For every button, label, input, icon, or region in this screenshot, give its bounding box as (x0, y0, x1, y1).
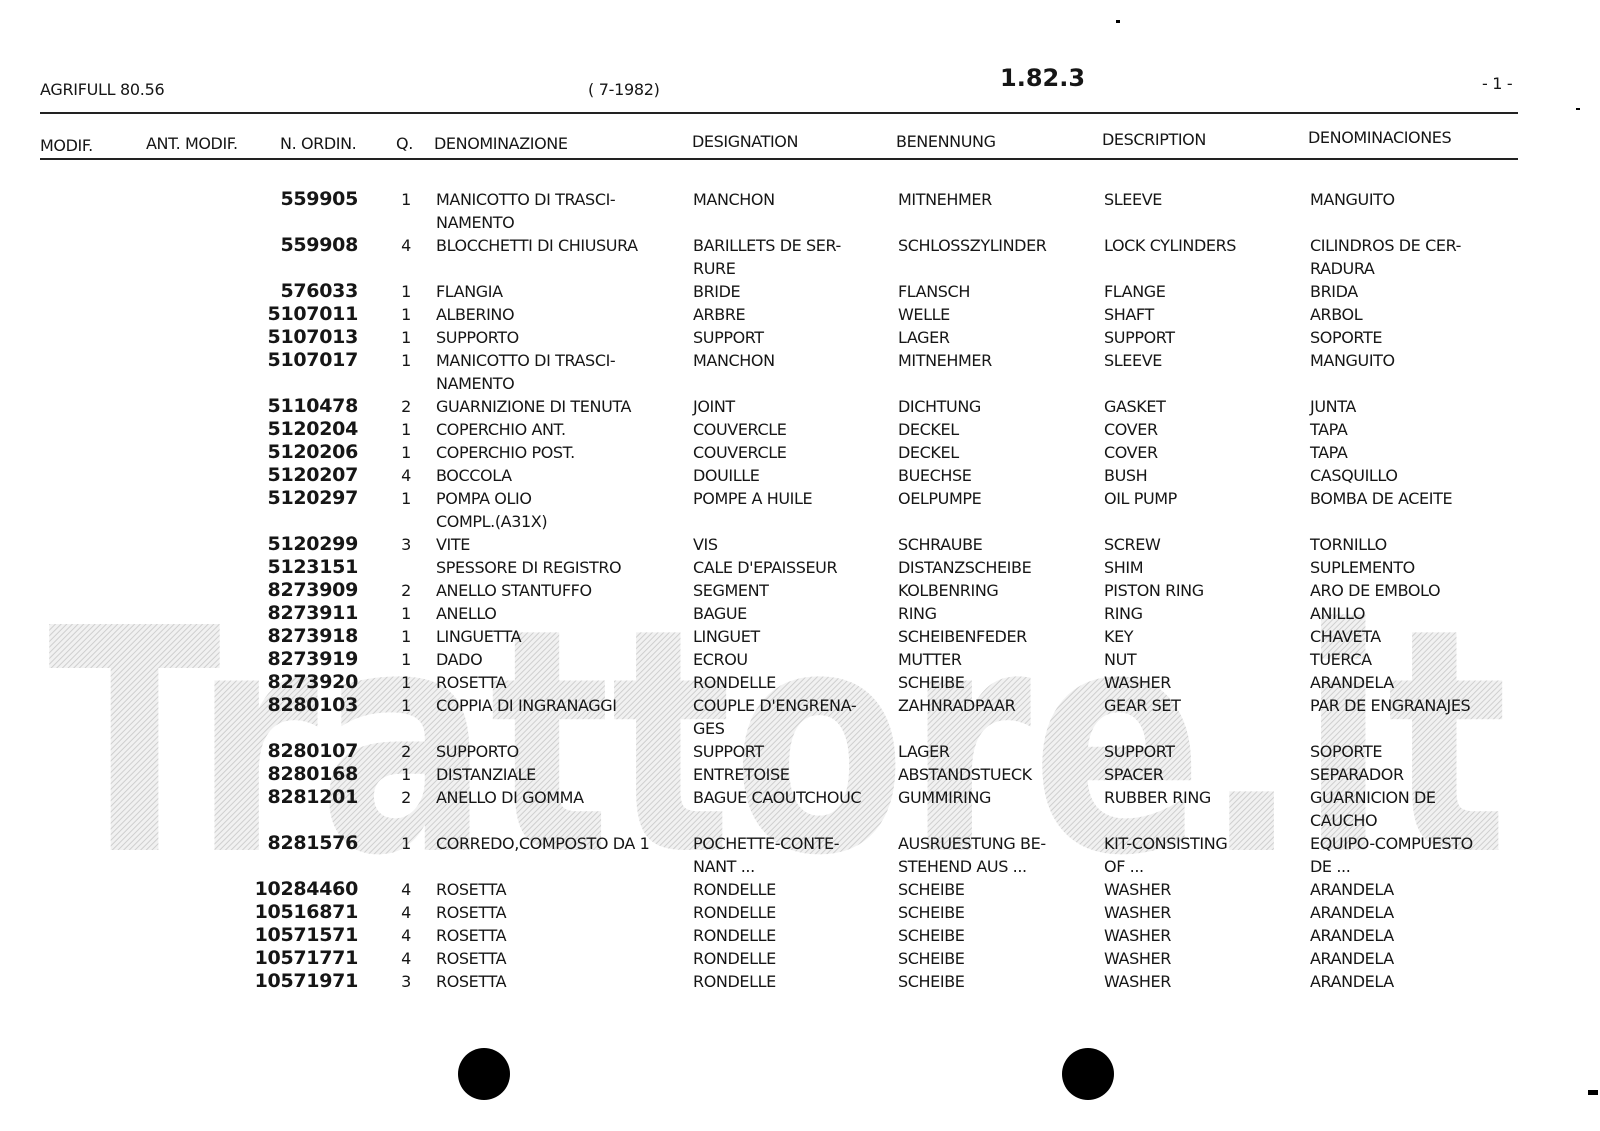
quantity: 4 (401, 903, 411, 922)
quantity: 4 (401, 880, 411, 899)
italian-name: DADO (436, 650, 483, 669)
english-name: GASKET (1104, 397, 1166, 416)
binder-hole-right (1062, 1048, 1114, 1100)
table-row (0, 464, 1600, 487)
table-row (0, 740, 1600, 763)
table-row (0, 303, 1600, 326)
english-name: RUBBER RING (1104, 788, 1211, 807)
italian-name: MANICOTTO DI TRASCI- NAMENTO (436, 190, 616, 232)
table-row (0, 579, 1600, 602)
english-name: COVER (1104, 443, 1158, 462)
french-name: LINGUET (693, 627, 760, 646)
col-italian: DENOMINAZIONE (434, 134, 568, 153)
german-name: MUTTER (898, 650, 962, 669)
german-name: KOLBENRING (898, 581, 999, 600)
order-number: 5123151 (267, 556, 358, 578)
italian-name: ANELLO STANTUFFO (436, 581, 592, 600)
table-row (0, 395, 1600, 418)
spanish-name: TORNILLO (1310, 535, 1387, 554)
italian-name: ANELLO (436, 604, 497, 623)
order-number: 5120299 (267, 533, 358, 555)
col-ant-modif: ANT. MODIF. (146, 134, 238, 153)
german-name: SCHEIBE (898, 949, 965, 968)
quantity: 1 (401, 696, 411, 715)
spanish-name: SEPARADOR (1310, 765, 1404, 784)
quantity: 2 (401, 397, 411, 416)
italian-name: LINGUETTA (436, 627, 522, 646)
spanish-name: EQUIPO-COMPUESTO DE ... (1310, 834, 1473, 876)
header-rule-top (40, 112, 1518, 114)
french-name: COUVERCLE (693, 443, 787, 462)
german-name: ZAHNRADPAAR (898, 696, 1016, 715)
table-row (0, 671, 1600, 694)
french-name: RONDELLE (693, 880, 776, 899)
spanish-name: PAR DE ENGRANAJES (1310, 696, 1471, 715)
english-name: KEY (1104, 627, 1134, 646)
table-row (0, 280, 1600, 303)
german-name: WELLE (898, 305, 950, 324)
scan-speck (1588, 1090, 1598, 1095)
spanish-name: TUERCA (1310, 650, 1372, 669)
german-name: SCHEIBE (898, 926, 965, 945)
spanish-name: GUARNICION DE CAUCHO (1310, 788, 1436, 830)
italian-name: ANELLO DI GOMMA (436, 788, 584, 807)
table-row (0, 648, 1600, 671)
english-name: GEAR SET (1104, 696, 1181, 715)
spanish-name: ARANDELA (1310, 949, 1394, 968)
german-name: MITNEHMER (898, 190, 992, 209)
order-number: 5107013 (267, 326, 358, 348)
order-number: 8273919 (267, 648, 358, 670)
german-name: LAGER (898, 328, 950, 347)
scan-speck (1576, 108, 1580, 110)
german-name: BUECHSE (898, 466, 972, 485)
italian-name: CORREDO,COMPOSTO DA 1 (436, 834, 650, 853)
spanish-name: ARANDELA (1310, 673, 1394, 692)
french-name: BARILLETS DE SER- RURE (693, 236, 841, 278)
col-q: Q. (396, 134, 413, 153)
table-row (0, 418, 1600, 441)
spanish-name: CHAVETA (1310, 627, 1381, 646)
quantity: 4 (401, 466, 411, 485)
english-name: PISTON RING (1104, 581, 1204, 600)
english-name: SHIM (1104, 558, 1144, 577)
english-name: SLEEVE (1104, 351, 1162, 370)
spanish-name: SOPORTE (1310, 742, 1383, 761)
italian-name: BLOCCHETTI DI CHIUSURA (436, 236, 638, 255)
binder-hole-left (458, 1048, 510, 1100)
french-name: BAGUE (693, 604, 747, 623)
spanish-name: TAPA (1310, 443, 1348, 462)
german-name: DECKEL (898, 443, 959, 462)
spanish-name: BRIDA (1310, 282, 1358, 301)
quantity: 1 (401, 650, 411, 669)
german-name: SCHEIBE (898, 972, 965, 991)
german-name: ABSTANDSTUECK (898, 765, 1032, 784)
french-name: JOINT (693, 397, 735, 416)
english-name: WASHER (1104, 926, 1171, 945)
german-name: DICHTUNG (898, 397, 981, 416)
italian-name: POMPA OLIO COMPL.(A31X) (436, 489, 548, 531)
quantity: 1 (401, 282, 411, 301)
german-name: FLANSCH (898, 282, 970, 301)
english-name: SPACER (1104, 765, 1164, 784)
model-name: AGRIFULL 80.56 (40, 80, 165, 99)
english-name: SHAFT (1104, 305, 1154, 324)
spanish-name: ARO DE EMBOLO (1310, 581, 1441, 600)
order-number: 8281576 (267, 832, 358, 854)
german-name: LAGER (898, 742, 950, 761)
spanish-name: SUPLEMENTO (1310, 558, 1415, 577)
english-name: BUSH (1104, 466, 1148, 485)
french-name: BRIDE (693, 282, 741, 301)
german-name: DISTANZSCHEIBE (898, 558, 1032, 577)
english-name: NUT (1104, 650, 1137, 669)
order-number: 10571771 (254, 947, 358, 969)
order-number: 559905 (280, 188, 358, 210)
french-name: VIS (693, 535, 718, 554)
italian-name: ROSETTA (436, 903, 507, 922)
spanish-name: BOMBA DE ACEITE (1310, 489, 1453, 508)
order-number: 8273911 (267, 602, 358, 624)
english-name: LOCK CYLINDERS (1104, 236, 1237, 255)
order-number: 5107017 (267, 349, 358, 371)
english-name: SCREW (1104, 535, 1161, 554)
german-name: SCHRAUBE (898, 535, 983, 554)
table-row (0, 901, 1600, 924)
order-number: 5120207 (267, 464, 358, 486)
spanish-name: MANGUITO (1310, 351, 1395, 370)
quantity: 1 (401, 443, 411, 462)
french-name: DOUILLE (693, 466, 760, 485)
italian-name: ROSETTA (436, 673, 507, 692)
order-number: 10571571 (254, 924, 358, 946)
scan-speck (1116, 20, 1120, 23)
german-name: MITNEHMER (898, 351, 992, 370)
order-number: 10284460 (254, 878, 358, 900)
italian-name: COPPIA DI INGRANAGGI (436, 696, 617, 715)
quantity: 1 (401, 627, 411, 646)
order-number: 8280103 (267, 694, 358, 716)
col-spanish: DENOMINACIONES (1308, 128, 1452, 147)
table-row (0, 441, 1600, 464)
table-row (0, 832, 1600, 878)
edition-date: ( 7-1982) (588, 80, 660, 99)
quantity: 1 (401, 765, 411, 784)
italian-name: COPERCHIO POST. (436, 443, 575, 462)
french-name: RONDELLE (693, 949, 776, 968)
table-row (0, 234, 1600, 280)
order-number: 10516871 (254, 901, 358, 923)
table-row (0, 556, 1600, 579)
table-row (0, 487, 1600, 533)
order-number: 10571971 (254, 970, 358, 992)
col-english: DESCRIPTION (1102, 130, 1206, 149)
german-name: GUMMIRING (898, 788, 992, 807)
order-number: 8281201 (267, 786, 358, 808)
english-name: SLEEVE (1104, 190, 1162, 209)
german-name: SCHLOSSZYLINDER (898, 236, 1047, 255)
order-number: 8280168 (267, 763, 358, 785)
french-name: RONDELLE (693, 903, 776, 922)
quantity: 1 (401, 420, 411, 439)
quantity: 4 (401, 236, 411, 255)
order-number: 8273918 (267, 625, 358, 647)
french-name: RONDELLE (693, 972, 776, 991)
english-name: OIL PUMP (1104, 489, 1177, 508)
order-number: 5110478 (267, 395, 358, 417)
col-modif: MODIF. (40, 136, 93, 155)
spanish-name: ANILLO (1310, 604, 1366, 623)
spanish-name: ARANDELA (1310, 880, 1394, 899)
spanish-name: ARANDELA (1310, 972, 1394, 991)
table-row (0, 947, 1600, 970)
english-name: KIT-CONSISTING OF ... (1104, 834, 1228, 876)
order-number: 8280107 (267, 740, 358, 762)
table-row (0, 878, 1600, 901)
table-row (0, 188, 1600, 234)
italian-name: BOCCOLA (436, 466, 512, 485)
french-name: POMPE A HUILE (693, 489, 813, 508)
quantity: 2 (401, 581, 411, 600)
table-row (0, 533, 1600, 556)
italian-name: ALBERINO (436, 305, 515, 324)
french-name: CALE D'EPAISSEUR (693, 558, 838, 577)
german-name: RING (898, 604, 937, 623)
french-name: COUPLE D'ENGRENA- GES (693, 696, 857, 738)
english-name: SUPPORT (1104, 742, 1175, 761)
english-name: SUPPORT (1104, 328, 1175, 347)
italian-name: SUPPORTO (436, 742, 519, 761)
italian-name: FLANGIA (436, 282, 503, 301)
quantity: 1 (401, 328, 411, 347)
english-name: COVER (1104, 420, 1158, 439)
watermark-text: Trattore.it (48, 563, 1508, 924)
english-name: FLANGE (1104, 282, 1166, 301)
spanish-name: CASQUILLO (1310, 466, 1398, 485)
french-name: COUVERCLE (693, 420, 787, 439)
quantity: 1 (401, 190, 411, 209)
quantity: 2 (401, 742, 411, 761)
quantity: 4 (401, 926, 411, 945)
german-name: DECKEL (898, 420, 959, 439)
english-name: WASHER (1104, 880, 1171, 899)
quantity: 3 (401, 535, 411, 554)
italian-name: COPERCHIO ANT. (436, 420, 566, 439)
spanish-name: CILINDROS DE CER- RADURA (1310, 236, 1462, 278)
english-name: WASHER (1104, 972, 1171, 991)
spanish-name: ARBOL (1310, 305, 1363, 324)
italian-name: SPESSORE DI REGISTRO (436, 558, 622, 577)
quantity: 1 (401, 351, 411, 370)
order-number: 8273920 (267, 671, 358, 693)
quantity: 3 (401, 972, 411, 991)
table-row (0, 763, 1600, 786)
order-number: 5120297 (267, 487, 358, 509)
italian-name: SUPPORTO (436, 328, 519, 347)
french-name: SUPPORT (693, 742, 764, 761)
quantity: 1 (401, 489, 411, 508)
french-name: ECROU (693, 650, 748, 669)
french-name: RONDELLE (693, 673, 776, 692)
table-row (0, 786, 1600, 832)
col-n-ordin: N. ORDIN. (280, 134, 357, 153)
german-name: SCHEIBE (898, 880, 965, 899)
italian-name: ROSETTA (436, 880, 507, 899)
spanish-name: SOPORTE (1310, 328, 1383, 347)
col-german: BENENNUNG (896, 132, 996, 151)
english-name: WASHER (1104, 903, 1171, 922)
table-row (0, 924, 1600, 947)
english-name: RING (1104, 604, 1143, 623)
german-name: OELPUMPE (898, 489, 982, 508)
german-name: SCHEIBE (898, 673, 965, 692)
french-name: ARBRE (693, 305, 746, 324)
french-name: ENTRETOISE (693, 765, 790, 784)
spanish-name: ARANDELA (1310, 903, 1394, 922)
table-row (0, 970, 1600, 993)
english-name: WASHER (1104, 673, 1171, 692)
table-row (0, 349, 1600, 395)
table-row (0, 326, 1600, 349)
italian-name: ROSETTA (436, 949, 507, 968)
quantity: 1 (401, 305, 411, 324)
order-number: 5120206 (267, 441, 358, 463)
french-name: RONDELLE (693, 926, 776, 945)
parts-list (0, 188, 1600, 993)
italian-name: VITE (436, 535, 470, 554)
table-row (0, 625, 1600, 648)
german-name: SCHEIBE (898, 903, 965, 922)
french-name: POCHETTE-CONTE- NANT ... (693, 834, 840, 876)
spanish-name: ARANDELA (1310, 926, 1394, 945)
french-name: SUPPORT (693, 328, 764, 347)
spanish-name: JUNTA (1310, 397, 1356, 416)
german-name: AUSRUESTUNG BE- STEHEND AUS ... (898, 834, 1046, 876)
spanish-name: MANGUITO (1310, 190, 1395, 209)
german-name: SCHEIBENFEDER (898, 627, 1027, 646)
italian-name: MANICOTTO DI TRASCI- NAMENTO (436, 351, 616, 393)
order-number: 559908 (280, 234, 358, 256)
table-row (0, 694, 1600, 740)
italian-name: ROSETTA (436, 926, 507, 945)
quantity: 1 (401, 834, 411, 853)
section-code: 1.82.3 (1000, 64, 1086, 92)
order-number: 576033 (280, 280, 358, 302)
quantity: 1 (401, 604, 411, 623)
french-name: SEGMENT (693, 581, 769, 600)
header-rule-bottom (40, 158, 1518, 160)
italian-name: GUARNIZIONE DI TENUTA (436, 397, 632, 416)
col-french: DESIGNATION (692, 132, 799, 151)
spanish-name: TAPA (1310, 420, 1348, 439)
page-number: - 1 - (1482, 74, 1513, 93)
italian-name: ROSETTA (436, 972, 507, 991)
quantity: 2 (401, 788, 411, 807)
french-name: BAGUE CAOUTCHOUC (693, 788, 862, 807)
quantity: 4 (401, 949, 411, 968)
french-name: MANCHON (693, 351, 775, 370)
order-number: 5107011 (267, 303, 358, 325)
italian-name: DISTANZIALE (436, 765, 536, 784)
order-number: 5120204 (267, 418, 358, 440)
quantity: 1 (401, 673, 411, 692)
table-row (0, 602, 1600, 625)
english-name: WASHER (1104, 949, 1171, 968)
french-name: MANCHON (693, 190, 775, 209)
order-number: 8273909 (267, 579, 358, 601)
